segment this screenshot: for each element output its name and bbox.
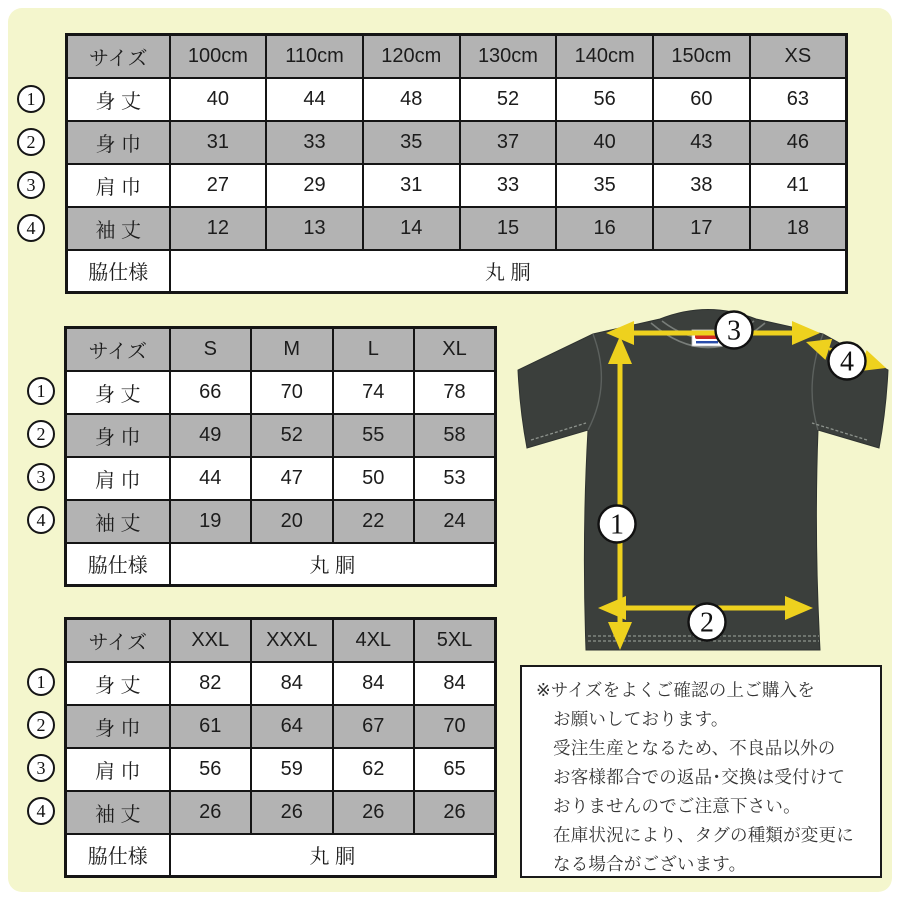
tshirt-diagram-svg: [508, 306, 890, 660]
value-cell: 22: [333, 500, 415, 543]
plus-size-table: [64, 617, 497, 878]
value-cell: 74: [333, 371, 415, 414]
measure-row: [66, 500, 496, 543]
value-cell: 67: [333, 705, 415, 748]
footer-row: [66, 543, 496, 586]
value-cell: 33: [266, 121, 363, 164]
column-header-cell: 100cm: [170, 35, 267, 78]
column-header-cell: XXXL: [251, 619, 333, 662]
footer-label-cell: 脇仕様: [66, 834, 170, 877]
measure-row: [66, 791, 496, 834]
value-cell: 38: [653, 164, 750, 207]
row-number-badge: 4: [17, 214, 45, 242]
length-label-number: 1: [610, 509, 624, 541]
column-header-cell: 130cm: [460, 35, 557, 78]
shoulder-label-number: 3: [727, 315, 741, 347]
row-label-cell: 袖 丈: [66, 791, 170, 834]
table-header-row: [67, 35, 847, 78]
column-header-cell: 150cm: [653, 35, 750, 78]
measure-row: [66, 414, 496, 457]
value-cell: 13: [266, 207, 363, 250]
row-number-badge: 3: [27, 463, 55, 491]
value-cell: 46: [750, 121, 847, 164]
note-line: お客様都合での返品･交換は受付けて: [553, 767, 846, 787]
column-header-cell: XS: [750, 35, 847, 78]
shoulder-label-badge: [716, 312, 753, 349]
value-cell: 78: [414, 371, 496, 414]
tshirt-measurement-diagram: [508, 306, 890, 660]
value-cell: 82: [170, 662, 252, 705]
footer-row: [66, 834, 496, 877]
note-line: 受注生産となるため、不良品以外の: [553, 738, 836, 758]
value-cell: 26: [333, 791, 415, 834]
measure-row: [66, 748, 496, 791]
value-cell: 52: [251, 414, 333, 457]
value-cell: 26: [251, 791, 333, 834]
value-cell: 56: [170, 748, 252, 791]
value-cell: 64: [251, 705, 333, 748]
value-cell: 27: [170, 164, 267, 207]
value-cell: 84: [251, 662, 333, 705]
value-cell: 31: [170, 121, 267, 164]
value-cell: 18: [750, 207, 847, 250]
row-number-badge: 3: [27, 754, 55, 782]
table-header-row: [66, 619, 496, 662]
value-cell: 44: [266, 78, 363, 121]
row-number-badge: 4: [27, 797, 55, 825]
note-line: おりませんのでご注意下さい。: [553, 796, 801, 816]
value-cell: 49: [170, 414, 252, 457]
table-header-row: [66, 328, 496, 371]
sleeve-label-badge: [829, 343, 866, 380]
value-cell: 44: [170, 457, 252, 500]
column-header-cell: 120cm: [363, 35, 460, 78]
row-label-cell: 身 巾: [67, 121, 170, 164]
value-cell: 14: [363, 207, 460, 250]
row-number-badge: 4: [27, 506, 55, 534]
row-label-cell: 身 巾: [66, 705, 170, 748]
value-cell: 65: [414, 748, 496, 791]
row-label-cell: 肩 巾: [67, 164, 170, 207]
value-cell: 58: [414, 414, 496, 457]
size-header-cell: サイズ: [66, 619, 170, 662]
note-line: ※サイズをよくご確認の上ご購入を: [536, 680, 815, 700]
measure-row: [67, 78, 847, 121]
column-header-cell: 5XL: [414, 619, 496, 662]
column-header-cell: XL: [414, 328, 496, 371]
row-label-cell: 袖 丈: [67, 207, 170, 250]
value-cell: 20: [251, 500, 333, 543]
width-label-badge: [689, 604, 726, 641]
value-cell: 56: [556, 78, 653, 121]
column-header-cell: S: [170, 328, 252, 371]
row-label-cell: 袖 丈: [66, 500, 170, 543]
value-cell: 26: [170, 791, 252, 834]
row-number-badge: 1: [27, 377, 55, 405]
measure-row: [66, 371, 496, 414]
value-cell: 59: [251, 748, 333, 791]
value-cell: 48: [363, 78, 460, 121]
row-number-badge: 3: [17, 171, 45, 199]
value-cell: 35: [556, 164, 653, 207]
row-number-badge: 2: [17, 128, 45, 156]
measure-row: [67, 164, 847, 207]
measure-row: [66, 457, 496, 500]
row-label-cell: 身 丈: [66, 662, 170, 705]
row-number-badge: 1: [17, 85, 45, 113]
row-number-badge: 2: [27, 711, 55, 739]
adult-table-row-numbers: [27, 377, 55, 549]
sleeve-label-number: 4: [840, 346, 854, 378]
value-cell: 53: [414, 457, 496, 500]
value-cell: 52: [460, 78, 557, 121]
row-label-cell: 肩 巾: [66, 748, 170, 791]
value-cell: 84: [414, 662, 496, 705]
value-cell: 29: [266, 164, 363, 207]
value-cell: 50: [333, 457, 415, 500]
value-cell: 63: [750, 78, 847, 121]
purchase-note-box: [520, 665, 882, 878]
value-cell: 24: [414, 500, 496, 543]
value-cell: 43: [653, 121, 750, 164]
column-header-cell: 4XL: [333, 619, 415, 662]
measure-row: [66, 662, 496, 705]
value-cell: 60: [653, 78, 750, 121]
row-label-cell: 身 丈: [66, 371, 170, 414]
value-cell: 40: [556, 121, 653, 164]
value-cell: 40: [170, 78, 267, 121]
value-cell: 12: [170, 207, 267, 250]
value-cell: 37: [460, 121, 557, 164]
measure-row: [67, 121, 847, 164]
size-header-cell: サイズ: [67, 35, 170, 78]
column-header-cell: M: [251, 328, 333, 371]
value-cell: 17: [653, 207, 750, 250]
plus-table-row-numbers: [27, 668, 55, 840]
value-cell: 35: [363, 121, 460, 164]
footer-value-cell: 丸 胴: [170, 543, 496, 586]
value-cell: 66: [170, 371, 252, 414]
note-line: 在庫状況により、タグの種類が変更に: [553, 825, 854, 845]
value-cell: 61: [170, 705, 252, 748]
value-cell: 41: [750, 164, 847, 207]
kids-size-table: [65, 33, 848, 294]
row-number-badge: 1: [27, 668, 55, 696]
footer-label-cell: 脇仕様: [67, 250, 170, 293]
footer-value-cell: 丸 胴: [170, 834, 496, 877]
width-label-number: 2: [700, 607, 714, 639]
value-cell: 84: [333, 662, 415, 705]
value-cell: 15: [460, 207, 557, 250]
column-header-cell: 140cm: [556, 35, 653, 78]
value-cell: 70: [251, 371, 333, 414]
column-header-cell: 110cm: [266, 35, 363, 78]
value-cell: 26: [414, 791, 496, 834]
note-line: なる場合がございます。: [553, 854, 747, 874]
value-cell: 70: [414, 705, 496, 748]
row-label-cell: 身 丈: [67, 78, 170, 121]
measure-row: [66, 705, 496, 748]
value-cell: 19: [170, 500, 252, 543]
value-cell: 31: [363, 164, 460, 207]
length-label-badge: [599, 506, 636, 543]
footer-row: [67, 250, 847, 293]
measure-row: [67, 207, 847, 250]
value-cell: 33: [460, 164, 557, 207]
column-header-cell: XXL: [170, 619, 252, 662]
note-line: お願いしております。: [553, 709, 729, 729]
value-cell: 16: [556, 207, 653, 250]
column-header-cell: L: [333, 328, 415, 371]
row-label-cell: 肩 巾: [66, 457, 170, 500]
footer-label-cell: 脇仕様: [66, 543, 170, 586]
footer-value-cell: 丸 胴: [170, 250, 847, 293]
adult-size-table: [64, 326, 497, 587]
size-header-cell: サイズ: [66, 328, 170, 371]
value-cell: 47: [251, 457, 333, 500]
kids-table-row-numbers: [17, 85, 45, 257]
row-label-cell: 身 巾: [66, 414, 170, 457]
value-cell: 55: [333, 414, 415, 457]
row-number-badge: 2: [27, 420, 55, 448]
value-cell: 62: [333, 748, 415, 791]
